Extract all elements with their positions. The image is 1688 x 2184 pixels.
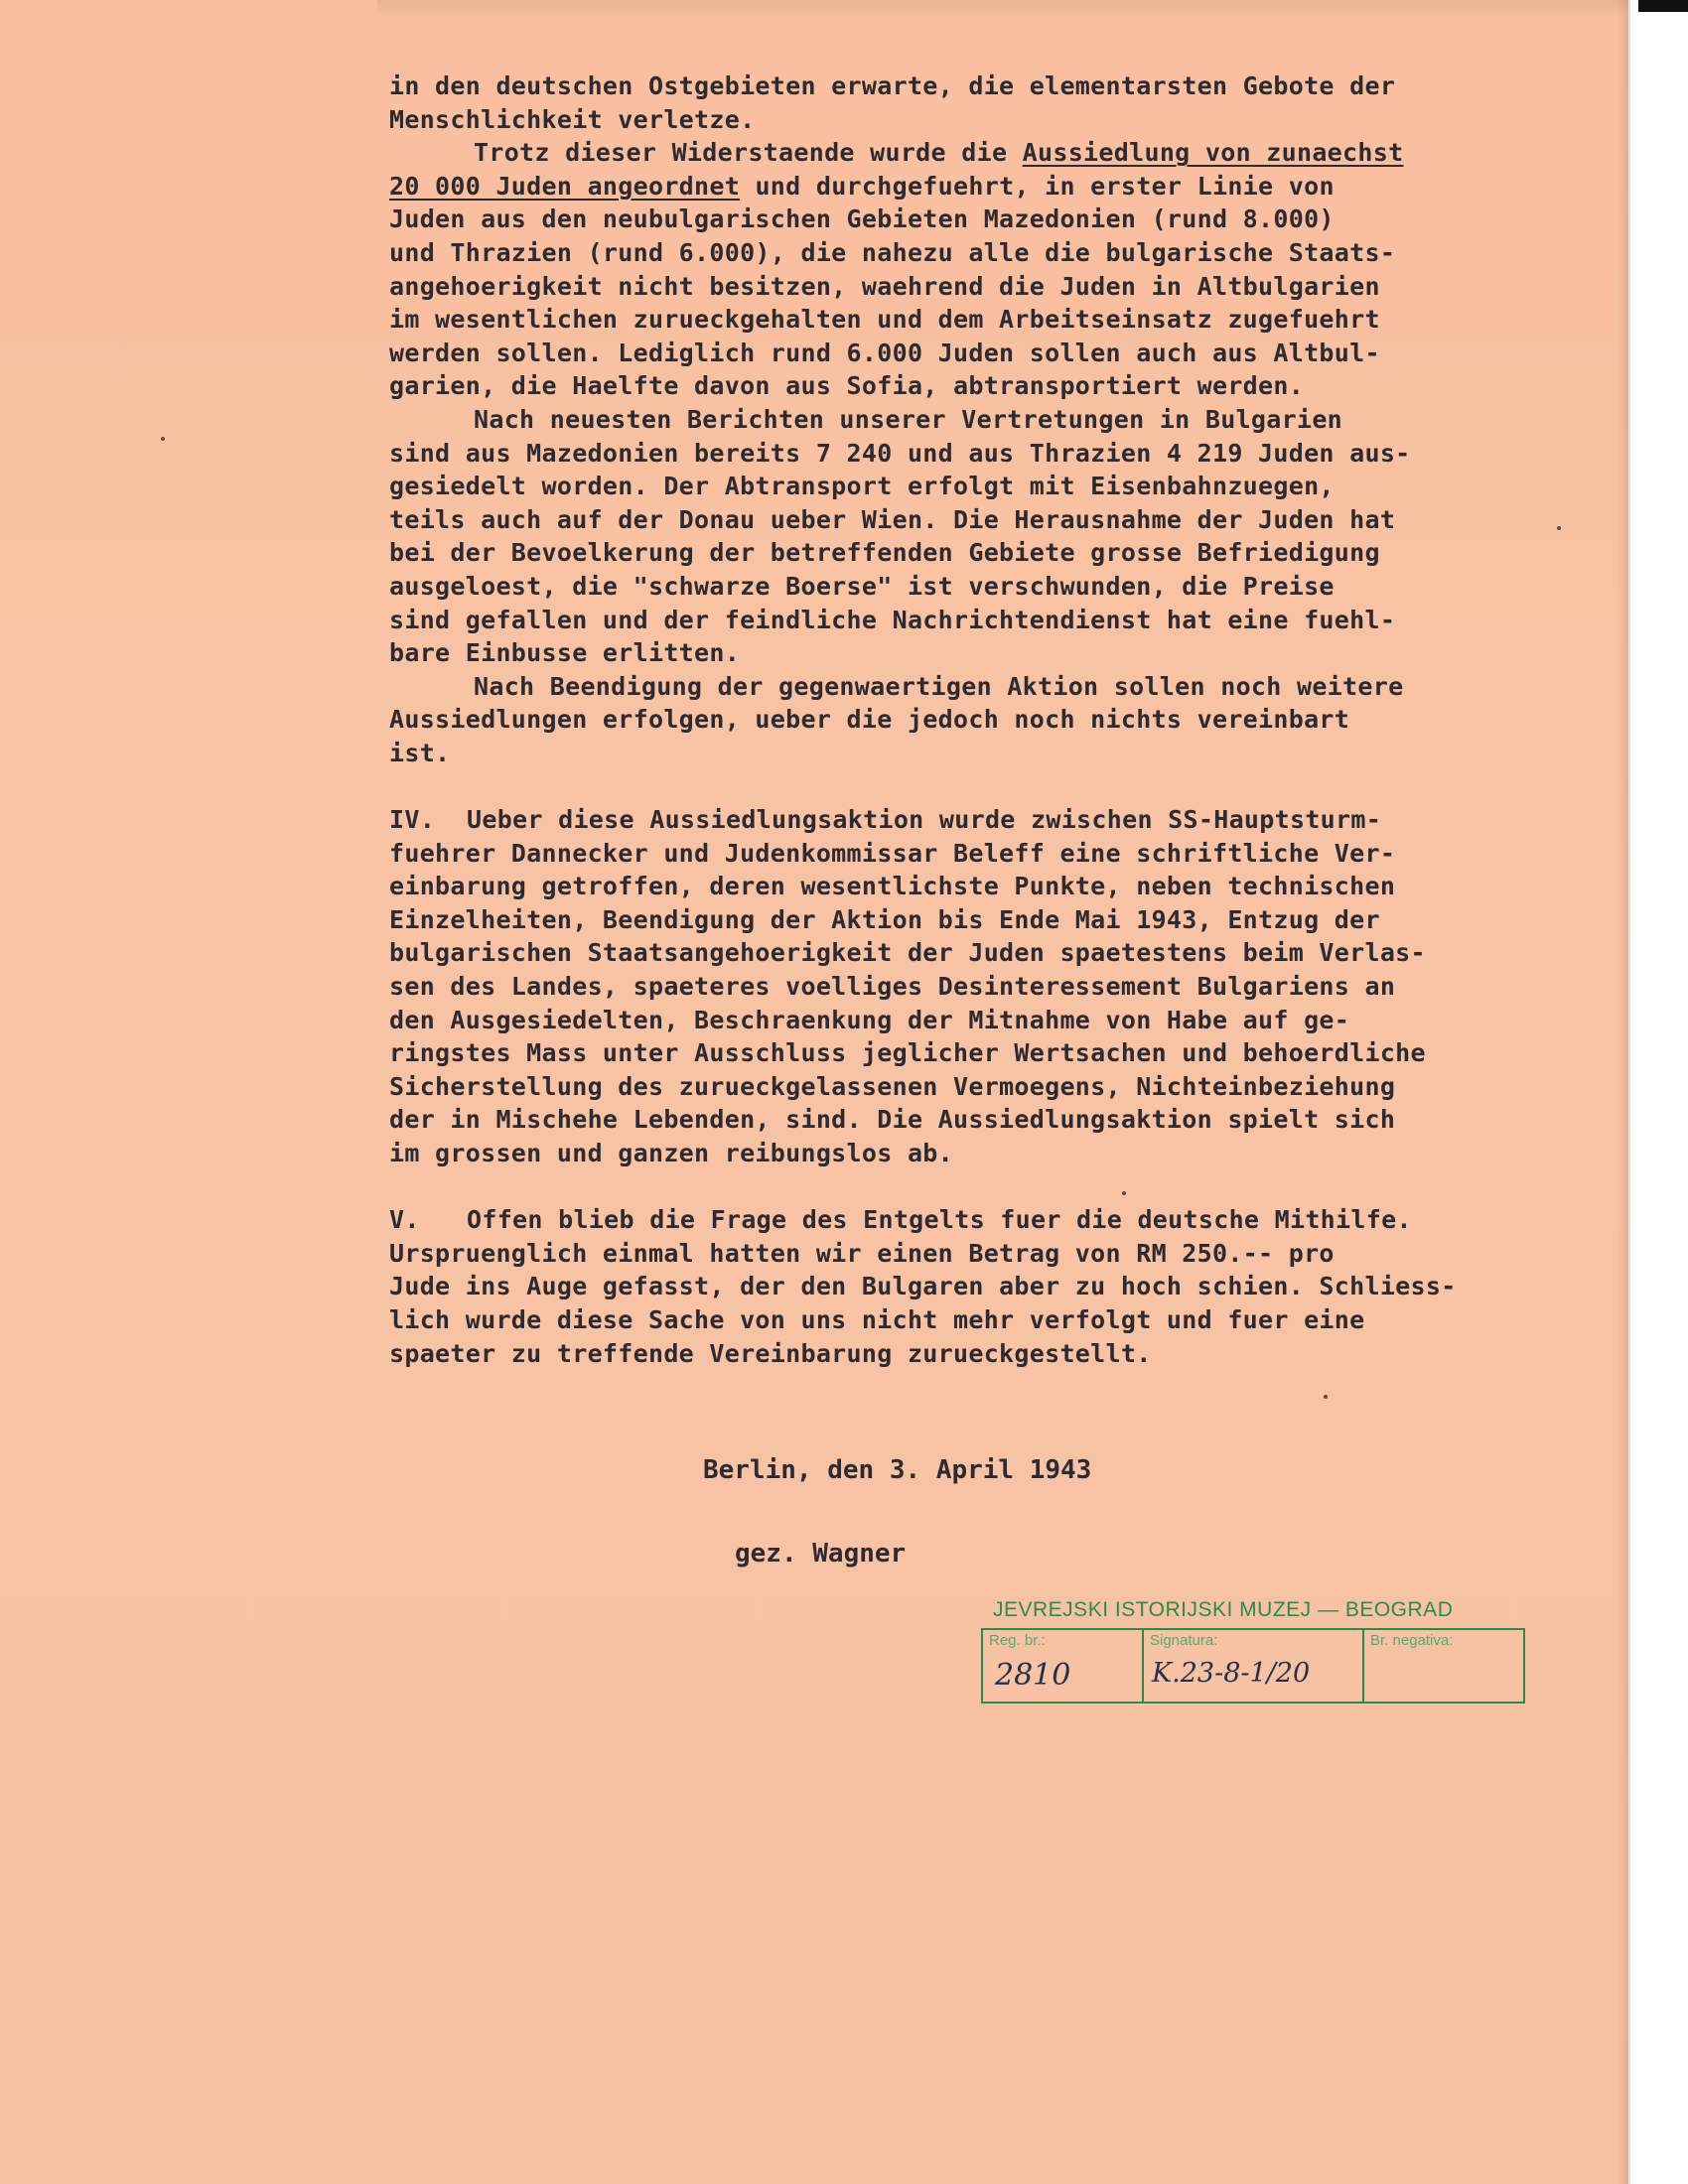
text-fragment: Ueber diese Aussiedlungsaktion wurde zwischen SS-Hauptsturm- <box>467 805 1382 835</box>
paper-right-edge <box>1617 0 1630 2184</box>
text-line: bei der Bevoelkerung der betreffenden Gebiete grosse Befriedigung <box>389 538 1380 568</box>
text-line: im wesentlichen zurueckgehalten und dem Arbeitseinsatz zugefuehrt <box>389 305 1380 335</box>
text-line: bulgarischen Staatsangehoerigkeit der Juden spaetestens beim Verlas- <box>389 938 1426 968</box>
stamp-field-signatura <box>1144 1630 1364 1702</box>
section-label: IV. <box>389 805 436 835</box>
text-line: werden sollen. Lediglich rund 6.000 Juden sollen auch aus Altbul- <box>389 338 1380 367</box>
stamp-field-label: Reg. br.: <box>989 1632 1046 1649</box>
text-line: Urspruenglich einmal hatten wir einen Betrag von RM 250.-- pro <box>389 1238 1335 1268</box>
paper-speck <box>1324 1395 1328 1399</box>
text-line: Einzelheiten, Beendigung der Aktion bis Ende Mai 1943, Entzug der <box>389 904 1380 934</box>
text-fragment: Offen blieb die Frage des Entgelts fuer die deutsche Mithilfe. <box>467 1205 1412 1235</box>
text-line: Nach neuesten Berichten unserer Vertretungen in Bulgarien <box>474 404 1343 434</box>
text-line: im grossen und ganzen reibungslos ab. <box>389 1139 953 1167</box>
text-line: sen des Landes, spaeteres voelliges Desinteressement Bulgariens an <box>389 972 1396 1002</box>
text-line: lich wurde diese Sache von uns nicht mehr verfolgt und fuer eine <box>389 1304 1365 1334</box>
text-line: garien, die Haelfte davon aus Sofia, abtransportiert werden. <box>389 371 1305 401</box>
text-line: gesiedelt worden. Der Abtransport erfolgt mit Eisenbahnzuegen, <box>389 472 1335 501</box>
paper-speck <box>161 437 165 441</box>
text-line: einbarung getroffen, deren wesentlichste Punkte, neben technischen <box>389 872 1396 901</box>
underlined-phrase: 20 000 Juden angeordnet <box>389 171 741 201</box>
section-iv-first-line <box>389 803 1581 837</box>
text-line: bare Einbusse erlitten. <box>389 638 741 668</box>
text-fragment: und durchgefuehrt, in erster Linie von <box>740 171 1335 201</box>
stamp-box <box>981 1628 1525 1704</box>
text-line: Menschlichkeit verletze. <box>389 104 756 134</box>
paper-speck <box>1557 526 1561 530</box>
text-line: Juden aus den neubulgarischen Gebieten Mazedonien (rund 8.000) <box>389 205 1335 234</box>
text-line: der in Mischehe Lebenden, sind. Die Aussiedlungsaktion spielt sich <box>389 1105 1396 1135</box>
stamp-field-reg <box>983 1630 1144 1702</box>
paragraph-gap <box>389 1170 1581 1204</box>
text-line: angehoerigkeit nicht besitzen, waehrend die Juden in Altbulgarien <box>389 271 1380 301</box>
text-fragment: Trotz dieser Widerstaende wurde die <box>474 138 1023 168</box>
paper-top-edge <box>377 0 1628 18</box>
text-line: sind gefallen und der feindliche Nachrichtendienst hat eine fuehl- <box>389 605 1396 634</box>
stamp-field-label: Signatura: <box>1150 1632 1218 1649</box>
text-line: ausgeloest, die "schwarze Boerse" ist verschwunden, die Preise <box>389 571 1335 601</box>
stamp-field-negativa <box>1364 1630 1523 1702</box>
paragraph-gap <box>389 769 1581 803</box>
underlined-phrase: Aussiedlung von zunaechst <box>1022 138 1404 168</box>
text-line: den Ausgesiedelten, Beschraenkung der Mitnahme von Habe auf ge- <box>389 1005 1350 1034</box>
archive-stamp <box>981 1592 1525 1704</box>
signature: gez. Wagner <box>735 1539 907 1569</box>
text-line: und Thrazien (rund 6.000), die nahezu alle die bulgarische Staats- <box>389 237 1396 267</box>
document-body <box>389 69 1581 1370</box>
stamp-field-label: Br. negativa: <box>1370 1632 1454 1649</box>
scan-corner-mark <box>1638 0 1688 12</box>
text-line: teils auch auf der Donau ueber Wien. Die Herausnahme der Juden hat <box>389 504 1396 534</box>
stamp-title: JEVREJSKI ISTORIJSKI MUZEJ — BEOGRAD <box>993 1598 1454 1621</box>
text-line: sind aus Mazedonien bereits 7 240 und aus Thrazien 4 219 Juden aus- <box>389 438 1411 468</box>
paper-speck <box>1122 1191 1126 1195</box>
text-line: Sicherstellung des zurueckgelassenen Vermoegens, Nichteinbeziehung <box>389 1071 1396 1101</box>
text-line <box>389 136 1581 170</box>
text-line: ringstes Mass unter Ausschluss jeglicher Wertsachen und behoerdliche <box>389 1038 1426 1068</box>
section-v-first-line <box>389 1203 1581 1237</box>
text-line: in den deutschen Ostgebieten erwarte, die elementarsten Gebote der <box>389 71 1396 100</box>
text-line: Jude ins Auge gefasst, der den Bulgaren aber zu hoch schien. Schliess- <box>389 1272 1457 1301</box>
text-line: Nach Beendigung der gegenwaertigen Aktion sollen noch weitere <box>474 671 1404 701</box>
stamp-field-value: 2810 <box>995 1658 1071 1693</box>
place-date: Berlin, den 3. April 1943 <box>703 1455 1092 1485</box>
text-line: Aussiedlungen erfolgen, ueber die jedoch noch nichts vereinbart <box>389 705 1350 735</box>
text-line: spaeter zu treffende Vereinbarung zurueckgestellt. <box>389 1338 1152 1368</box>
section-label: V. <box>389 1205 420 1235</box>
text-line: fuehrer Dannecker und Judenkommissar Beleff eine schriftliche Ver- <box>389 838 1396 868</box>
text-line <box>389 170 1581 204</box>
text-line: ist. <box>389 738 451 767</box>
stamp-field-value: K.23-8-1/20 <box>1152 1658 1311 1689</box>
